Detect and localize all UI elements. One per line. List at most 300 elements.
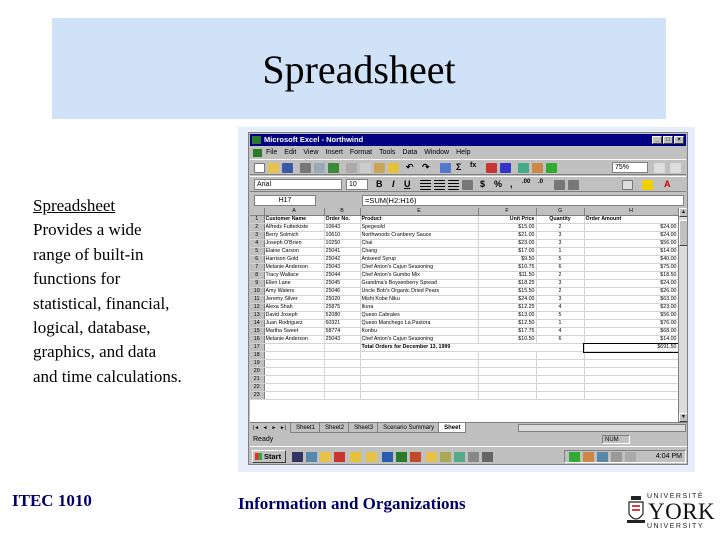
- cell[interactable]: Spegesild: [360, 224, 478, 232]
- folder-icon[interactable]: [426, 452, 437, 462]
- cell[interactable]: [264, 344, 324, 352]
- cell[interactable]: $13.00: [478, 312, 536, 320]
- format-painter-icon[interactable]: [388, 163, 399, 173]
- cell[interactable]: Uncle Bob's Organic Dried Pears: [360, 288, 478, 296]
- row-header[interactable]: 19: [250, 360, 264, 368]
- standard-toolbar: [250, 159, 686, 175]
- bold-icon[interactable]: B: [376, 179, 383, 189]
- cell[interactable]: [264, 392, 324, 400]
- cell[interactable]: [264, 352, 324, 360]
- cell[interactable]: [584, 392, 678, 400]
- menu-bar: [250, 147, 686, 158]
- cell[interactable]: [360, 368, 478, 376]
- outlook-icon[interactable]: [350, 452, 361, 462]
- map-icon[interactable]: [532, 163, 543, 173]
- table-row: [250, 240, 678, 248]
- horizontal-scrollbar[interactable]: [518, 424, 686, 432]
- cell[interactable]: [536, 384, 584, 392]
- cell[interactable]: $63.00: [584, 296, 678, 304]
- excel-titlebar: [250, 134, 686, 146]
- table-row: [250, 376, 678, 384]
- cell[interactable]: $68.00: [584, 328, 678, 336]
- spelling-icon[interactable]: [328, 163, 339, 173]
- cell[interactable]: Tracy Wallace: [264, 272, 324, 280]
- cell[interactable]: Chef Anton's Cajun Seasoning: [360, 336, 478, 344]
- formula-bar: [250, 194, 686, 207]
- table-row: [250, 248, 678, 256]
- select-all-corner[interactable]: [250, 208, 264, 216]
- scroll-thumb[interactable]: [679, 220, 688, 246]
- description-line: graphics, and data: [33, 342, 157, 362]
- cell[interactable]: 25045: [324, 280, 360, 288]
- table-row: [250, 368, 678, 376]
- cell[interactable]: [324, 352, 360, 360]
- description-line: Provides a wide: [33, 220, 142, 240]
- cell[interactable]: [360, 384, 478, 392]
- cell[interactable]: 10643: [324, 224, 360, 232]
- cell[interactable]: [324, 392, 360, 400]
- column-header[interactable]: E: [360, 208, 478, 216]
- cell[interactable]: [264, 368, 324, 376]
- row-header[interactable]: 21: [250, 376, 264, 384]
- cell[interactable]: [324, 384, 360, 392]
- description-line: functions for: [33, 269, 121, 289]
- total-value[interactable]: $691.50: [584, 344, 678, 352]
- cell[interactable]: Product: [360, 216, 478, 224]
- font-size-select[interactable]: 10: [346, 179, 368, 190]
- cell[interactable]: [360, 376, 478, 384]
- powerpoint-icon[interactable]: [410, 452, 421, 462]
- paste-icon[interactable]: [374, 163, 385, 173]
- decrease-decimal-icon[interactable]: .0: [538, 179, 544, 185]
- tab-sheet1[interactable]: Sheet1: [290, 423, 321, 433]
- row-header[interactable]: 8: [250, 272, 264, 280]
- table-row: [250, 296, 678, 304]
- sort-ascending-icon[interactable]: [486, 163, 497, 173]
- internet-explorer-icon[interactable]: [306, 452, 317, 462]
- cell[interactable]: Queso Manchego La Pastora: [360, 320, 478, 328]
- function-icon[interactable]: fx: [470, 162, 477, 169]
- cell[interactable]: $11.50: [478, 272, 536, 280]
- row-header[interactable]: 23: [250, 392, 264, 400]
- cell[interactable]: 2: [536, 272, 584, 280]
- row-header[interactable]: 17: [250, 344, 264, 352]
- windows-logo-icon: [255, 453, 262, 460]
- cell[interactable]: [478, 384, 536, 392]
- office-assistant-icon[interactable]: [654, 163, 665, 173]
- borders-icon[interactable]: [622, 180, 633, 190]
- cell[interactable]: Elaine Carson: [264, 248, 324, 256]
- tab-scenario-summary[interactable]: Scenario Summary: [377, 423, 440, 433]
- chart-wizard-icon[interactable]: [518, 163, 529, 173]
- align-right-icon[interactable]: [448, 180, 459, 190]
- cell[interactable]: David Joseph: [264, 312, 324, 320]
- scroll-up-icon[interactable]: ▲: [679, 208, 688, 217]
- autosum-icon[interactable]: Σ: [456, 162, 462, 172]
- menu-help[interactable]: Help: [456, 149, 471, 156]
- cell[interactable]: [324, 376, 360, 384]
- maximize-icon[interactable]: □: [663, 136, 673, 144]
- cell[interactable]: Chef Anton's Gumbo Mix: [360, 272, 478, 280]
- row-header[interactable]: 4: [250, 240, 264, 248]
- tab-sheet3[interactable]: Sheet3: [348, 423, 379, 433]
- description-line: logical, database,: [33, 318, 151, 338]
- tab-sheet2[interactable]: Sheet2: [319, 423, 350, 433]
- cell[interactable]: Grandma's Boysenberry Spread: [360, 280, 478, 288]
- redo-icon[interactable]: ↷: [422, 162, 430, 172]
- row-header[interactable]: 3: [250, 232, 264, 240]
- print-preview-icon[interactable]: [314, 163, 325, 173]
- scroll-down-icon[interactable]: ▼: [679, 413, 688, 422]
- cell[interactable]: $23.00: [584, 304, 678, 312]
- cell[interactable]: Berry Solmich: [264, 232, 324, 240]
- print-icon[interactable]: [300, 163, 311, 173]
- cell[interactable]: [360, 352, 478, 360]
- table-row: [250, 312, 678, 320]
- cell[interactable]: 25042: [324, 256, 360, 264]
- hyperlink-icon[interactable]: [440, 163, 451, 173]
- cell[interactable]: $10.75: [478, 264, 536, 272]
- shortcut-icon[interactable]: [482, 452, 493, 462]
- status-bar: [250, 434, 688, 445]
- align-center-icon[interactable]: [434, 180, 445, 190]
- copy-icon[interactable]: [360, 163, 371, 173]
- table-row: [250, 304, 678, 312]
- row-header[interactable]: 1: [250, 216, 264, 224]
- start-button[interactable]: [252, 450, 286, 463]
- cell[interactable]: 25041: [324, 248, 360, 256]
- cell[interactable]: $23.00: [478, 240, 536, 248]
- cell[interactable]: 2: [536, 224, 584, 232]
- cell[interactable]: $14.00: [584, 248, 678, 256]
- last-sheet-icon[interactable]: ►|: [279, 425, 287, 431]
- open-icon[interactable]: [268, 163, 279, 173]
- cell[interactable]: Harrison Gold: [264, 256, 324, 264]
- cell[interactable]: [478, 376, 536, 384]
- cell[interactable]: $76.00: [584, 320, 678, 328]
- tray-icon[interactable]: [625, 452, 636, 462]
- cell[interactable]: $56.00: [584, 240, 678, 248]
- cell[interactable]: $40.00: [584, 256, 678, 264]
- row-header[interactable]: 15: [250, 328, 264, 336]
- increase-decimal-icon[interactable]: .00: [522, 179, 531, 185]
- description: [33, 194, 243, 389]
- row-header[interactable]: 5: [250, 248, 264, 256]
- worksheet-grid[interactable]: [250, 208, 678, 422]
- total-label[interactable]: Total Orders for December 13, 1999: [360, 344, 584, 352]
- table-row: [250, 384, 678, 392]
- tray-icon[interactable]: [597, 452, 608, 462]
- cell[interactable]: 60321: [324, 320, 360, 328]
- menu-data[interactable]: Data: [402, 149, 418, 156]
- num-lock-indicator: NUM: [602, 435, 630, 444]
- cell[interactable]: [264, 376, 324, 384]
- row-header[interactable]: 20: [250, 368, 264, 376]
- cell[interactable]: Queso Cabrales: [360, 312, 478, 320]
- menu-tools[interactable]: Tools: [379, 149, 396, 156]
- new-icon[interactable]: [254, 163, 265, 173]
- row-header[interactable]: 14: [250, 320, 264, 328]
- cell[interactable]: [584, 360, 678, 368]
- cell[interactable]: 52080: [324, 312, 360, 320]
- desktop-icon[interactable]: [292, 452, 303, 462]
- row-header[interactable]: 6: [250, 256, 264, 264]
- cell[interactable]: Chef Anton's Cajun Seasoning: [360, 264, 478, 272]
- table-row: [250, 352, 678, 360]
- cell[interactable]: Mishi Kobe Niku: [360, 296, 478, 304]
- row-header[interactable]: 7: [250, 264, 264, 272]
- name-box[interactable]: H17: [254, 195, 316, 206]
- cell[interactable]: [584, 376, 678, 384]
- logo-text-top: UNIVERSITÉ: [647, 493, 705, 500]
- cell[interactable]: $15.00: [478, 224, 536, 232]
- cell[interactable]: $56.00: [584, 312, 678, 320]
- cell[interactable]: 25043: [324, 336, 360, 344]
- cell[interactable]: Melanie Anderson: [264, 336, 324, 344]
- help-icon[interactable]: [670, 163, 681, 173]
- cut-icon[interactable]: [346, 163, 357, 173]
- column-header[interactable]: G: [536, 208, 584, 216]
- row-header[interactable]: 22: [250, 384, 264, 392]
- minimize-icon[interactable]: _: [652, 136, 662, 144]
- start-label: Start: [264, 452, 282, 461]
- explorer-icon[interactable]: [320, 452, 331, 462]
- cell[interactable]: [324, 360, 360, 368]
- excel-icon[interactable]: [396, 452, 407, 462]
- formula-input[interactable]: =SUM(H2:H16): [362, 195, 684, 206]
- row-header[interactable]: 16: [250, 336, 264, 344]
- cell[interactable]: $21.00: [478, 232, 536, 240]
- cell[interactable]: [536, 392, 584, 400]
- cell[interactable]: Chang: [360, 248, 478, 256]
- cell[interactable]: Order Amount: [584, 216, 678, 224]
- cell[interactable]: Customer Name: [264, 216, 324, 224]
- cell[interactable]: 6: [536, 336, 584, 344]
- tab-sheet[interactable]: Sheet: [438, 423, 466, 433]
- binder-icon[interactable]: [440, 452, 451, 462]
- cell[interactable]: 25875: [324, 304, 360, 312]
- cell[interactable]: $15.50: [478, 288, 536, 296]
- cell[interactable]: Ellen Lane: [264, 280, 324, 288]
- windows-taskbar: [250, 446, 688, 465]
- save-icon[interactable]: [282, 163, 293, 173]
- tray-icon[interactable]: [583, 452, 594, 462]
- align-left-icon[interactable]: [420, 180, 431, 190]
- column-header[interactable]: A: [264, 208, 324, 216]
- cell[interactable]: [324, 344, 360, 352]
- cell[interactable]: 3: [536, 296, 584, 304]
- row-header[interactable]: 12: [250, 304, 264, 312]
- cell[interactable]: [536, 368, 584, 376]
- vertical-scrollbar[interactable]: [678, 208, 688, 422]
- column-header[interactable]: B: [324, 208, 360, 216]
- cell[interactable]: Alfreds Futterkiste: [264, 224, 324, 232]
- underline-icon[interactable]: U: [404, 179, 411, 189]
- slide-title: Spreadsheet: [262, 47, 456, 92]
- row-header[interactable]: 9: [250, 280, 264, 288]
- column-headers: [250, 208, 678, 216]
- cell[interactable]: [584, 368, 678, 376]
- zoom-select[interactable]: 75%: [612, 162, 648, 173]
- next-sheet-icon[interactable]: ►: [271, 425, 277, 431]
- total-row: [250, 344, 678, 352]
- search-icon[interactable]: [366, 452, 377, 462]
- undo-icon[interactable]: ↶: [406, 162, 414, 172]
- table-row: [250, 280, 678, 288]
- cell[interactable]: Jeremy Silver: [264, 296, 324, 304]
- cell[interactable]: 4: [536, 328, 584, 336]
- merge-center-icon[interactable]: [462, 180, 473, 190]
- menu-view[interactable]: View: [303, 149, 319, 156]
- row-header[interactable]: 11: [250, 296, 264, 304]
- cell[interactable]: Konbu: [360, 328, 478, 336]
- cell[interactable]: Joseph O'Brien: [264, 240, 324, 248]
- cell[interactable]: Quantity: [536, 216, 584, 224]
- table-row: [250, 256, 678, 264]
- menu-file[interactable]: File: [266, 149, 278, 156]
- cell[interactable]: $26.00: [584, 288, 678, 296]
- cell[interactable]: [584, 352, 678, 360]
- workbook-icon[interactable]: [253, 149, 262, 157]
- cell[interactable]: 10610: [324, 232, 360, 240]
- cell[interactable]: 10250: [324, 240, 360, 248]
- cell[interactable]: 3: [536, 280, 584, 288]
- close-program-icon[interactable]: [468, 452, 479, 462]
- cell[interactable]: 25020: [324, 296, 360, 304]
- cell[interactable]: 4: [536, 304, 584, 312]
- font-color-icon[interactable]: A: [664, 179, 671, 189]
- cell[interactable]: $18.25: [478, 280, 536, 288]
- cell[interactable]: $9.50: [478, 256, 536, 264]
- cell[interactable]: $12.50: [478, 320, 536, 328]
- cell[interactable]: Alexa Shah: [264, 304, 324, 312]
- menu-window[interactable]: Window: [424, 149, 450, 156]
- excel-screenshot: [238, 127, 695, 472]
- cell[interactable]: 3: [536, 240, 584, 248]
- cell[interactable]: [478, 352, 536, 360]
- cell[interactable]: [360, 360, 478, 368]
- table-row: [250, 320, 678, 328]
- tray-icon[interactable]: [569, 452, 580, 462]
- cell[interactable]: Unit Price: [478, 216, 536, 224]
- table-row: [250, 328, 678, 336]
- cell[interactable]: 25046: [324, 288, 360, 296]
- cell[interactable]: $24.00: [584, 232, 678, 240]
- cell[interactable]: 25044: [324, 272, 360, 280]
- close-icon[interactable]: ×: [674, 136, 684, 144]
- font-name-select[interactable]: Arial: [254, 179, 342, 190]
- column-header[interactable]: F: [478, 208, 536, 216]
- table-row: [250, 392, 678, 400]
- cell[interactable]: $17.00: [478, 248, 536, 256]
- cell[interactable]: [360, 392, 478, 400]
- cell[interactable]: Ikura: [360, 304, 478, 312]
- currency-icon[interactable]: $: [480, 179, 486, 189]
- app-icon[interactable]: [334, 452, 345, 462]
- cell[interactable]: $75.00: [584, 264, 678, 272]
- cell[interactable]: $18.50: [584, 272, 678, 280]
- cell[interactable]: 1: [536, 320, 584, 328]
- cell[interactable]: [536, 376, 584, 384]
- italic-icon[interactable]: I: [392, 179, 395, 189]
- column-header[interactable]: H: [584, 208, 678, 216]
- decrease-indent-icon[interactable]: [554, 180, 565, 190]
- cell[interactable]: $24.00: [584, 224, 678, 232]
- comma-icon[interactable]: ,: [510, 179, 513, 189]
- cell[interactable]: Order No.: [324, 216, 360, 224]
- cell[interactable]: [478, 360, 536, 368]
- cell[interactable]: [264, 360, 324, 368]
- row-header[interactable]: 2: [250, 224, 264, 232]
- menu-edit[interactable]: Edit: [284, 149, 297, 156]
- row-header[interactable]: 18: [250, 352, 264, 360]
- cell[interactable]: 1: [536, 248, 584, 256]
- cell[interactable]: 3: [536, 232, 584, 240]
- cell[interactable]: [536, 360, 584, 368]
- cell[interactable]: $14.00: [584, 336, 678, 344]
- row-header[interactable]: 10: [250, 288, 264, 296]
- cell[interactable]: 2: [536, 288, 584, 296]
- publisher-icon[interactable]: [454, 452, 465, 462]
- increase-indent-icon[interactable]: [568, 180, 579, 190]
- description-line: range of built-in: [33, 244, 144, 264]
- cell[interactable]: [264, 384, 324, 392]
- word-icon[interactable]: [382, 452, 393, 462]
- cell[interactable]: Juan Rodriguez: [264, 320, 324, 328]
- cell[interactable]: Amy Waters: [264, 288, 324, 296]
- cell[interactable]: $10.50: [478, 336, 536, 344]
- drawing-icon[interactable]: [546, 163, 557, 173]
- cell[interactable]: 5: [536, 312, 584, 320]
- cell[interactable]: $17.75: [478, 328, 536, 336]
- table-row: [250, 232, 678, 240]
- cell[interactable]: Northwoods Cranberry Sauce: [360, 232, 478, 240]
- sheet-tabs-bar: [250, 422, 688, 433]
- cell[interactable]: [324, 368, 360, 376]
- cell[interactable]: $24.00: [584, 280, 678, 288]
- sort-descending-icon[interactable]: [500, 163, 511, 173]
- cell[interactable]: Melanie Anderson: [264, 264, 324, 272]
- cell[interactable]: Martha Sweet: [264, 328, 324, 336]
- cell[interactable]: [536, 352, 584, 360]
- cell[interactable]: 6: [536, 264, 584, 272]
- cell[interactable]: 58774: [324, 328, 360, 336]
- cell[interactable]: Chai: [360, 240, 478, 248]
- menu-format[interactable]: Format: [349, 149, 373, 156]
- table-row: [250, 288, 678, 296]
- percent-icon[interactable]: %: [494, 179, 503, 189]
- cell[interactable]: [584, 384, 678, 392]
- fill-color-icon[interactable]: [642, 180, 653, 190]
- york-crest-icon: [627, 496, 645, 526]
- clock[interactable]: 4:04 PM: [655, 453, 682, 460]
- first-sheet-icon[interactable]: |◄: [252, 425, 260, 431]
- menu-insert[interactable]: Insert: [325, 149, 343, 156]
- cell[interactable]: [478, 392, 536, 400]
- cell[interactable]: 5: [536, 256, 584, 264]
- cell[interactable]: Aniseed Syrup: [360, 256, 478, 264]
- cell[interactable]: [478, 368, 536, 376]
- cell[interactable]: $12.25: [478, 304, 536, 312]
- cell[interactable]: 25043: [324, 264, 360, 272]
- status-text: Ready: [253, 436, 274, 443]
- table-row: [250, 360, 678, 368]
- cell[interactable]: $24.00: [478, 296, 536, 304]
- volume-icon[interactable]: [611, 452, 622, 462]
- description-heading: Spreadsheet: [33, 196, 116, 215]
- row-header[interactable]: 13: [250, 312, 264, 320]
- prev-sheet-icon[interactable]: ◄: [262, 425, 268, 431]
